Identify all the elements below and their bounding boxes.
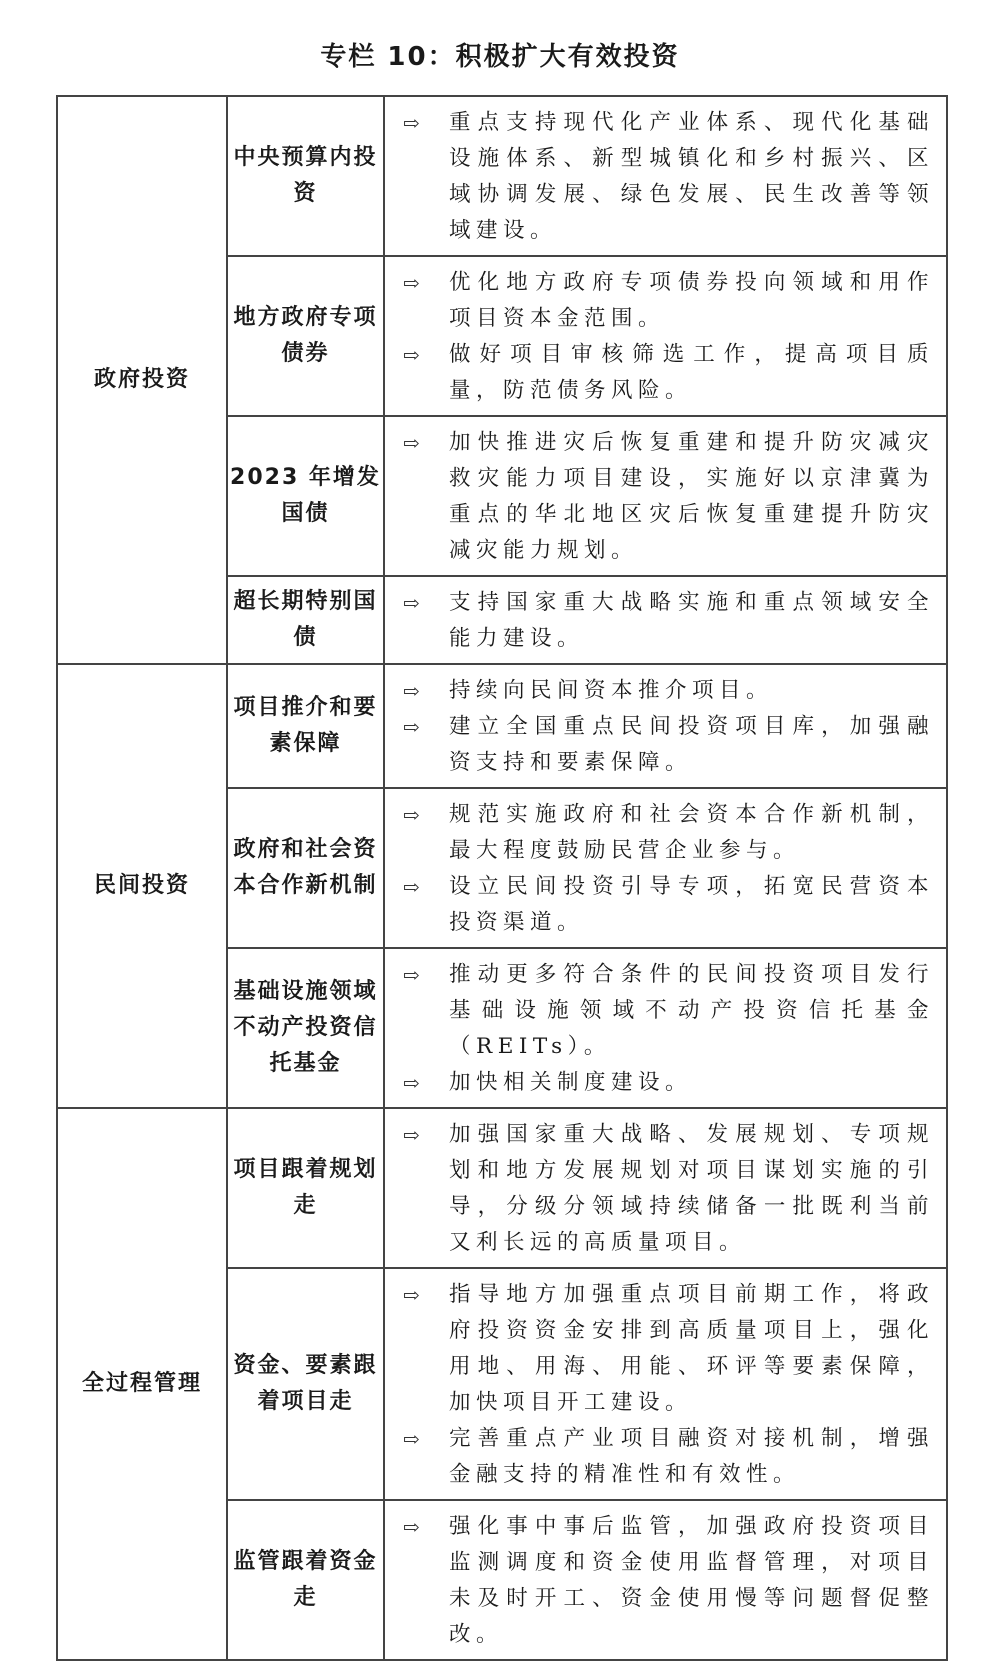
hollow-right-arrow-icon: ⇨ <box>403 803 426 827</box>
hollow-right-arrow-icon: ⇨ <box>403 1283 426 1307</box>
bullet-item: ⇨ 重点支持现代化产业体系、现代化基础设施体系、新型城镇化和乡村振兴、区域协调发展、绿色发展、民生改善等领域建设。 <box>403 105 934 249</box>
bullet-item: ⇨ 指导地方加强重点项目前期工作，将政府投资资金安排到高质量项目上，强化用地、用海、用能、环评等要素保障，加快项目开工建设。 <box>403 1277 934 1421</box>
item-cell: 项目推介和要素保障 <box>227 664 384 788</box>
hollow-right-arrow-icon: ⇨ <box>403 1071 426 1095</box>
hollow-right-arrow-icon: ⇨ <box>403 715 426 739</box>
bullet-item: ⇨ 强化事中事后监管，加强政府投资项目监测调度和资金使用监督管理，对项目未及时开工、资金使用慢等问题督促整改。 <box>403 1509 934 1653</box>
hollow-right-arrow-icon: ⇨ <box>403 679 426 703</box>
bullet-item: ⇨ 设立民间投资引导专项，拓宽民营资本投资渠道。 <box>403 869 934 941</box>
bullet-item: ⇨ 加强国家重大战略、发展规划、专项规划和地方发展规划对项目谋划实施的引导，分级分领域持续储备一批既利当前又利长远的高质量项目。 <box>403 1117 934 1261</box>
bullet-cell <box>384 576 947 664</box>
bullet-item: ⇨ 支持国家重大战略实施和重点领域安全能力建设。 <box>403 585 934 657</box>
bullet-item: ⇨ 做好项目审核筛选工作，提高项目质量，防范债务风险。 <box>403 337 934 409</box>
item-cell: 项目跟着规划走 <box>227 1108 384 1268</box>
bullet-item: ⇨ 加快推进灾后恢复重建和提升防灾减灾救灾能力项目建设，实施好以京津冀为重点的华北地区灾后恢复重建提升防灾减灾能力规划。 <box>403 425 934 569</box>
hollow-right-arrow-icon: ⇨ <box>403 343 426 367</box>
bullet-item: ⇨ 持续向民间资本推介项目。 <box>403 673 934 709</box>
item-cell: 地方政府专项债券 <box>227 256 384 416</box>
table-row <box>57 1108 947 1268</box>
item-cell: 监管跟着资金走 <box>227 1500 384 1660</box>
item-cell: 政府和社会资本合作新机制 <box>227 788 384 948</box>
bullet-cell <box>384 416 947 576</box>
hollow-right-arrow-icon: ⇨ <box>403 1515 426 1539</box>
bullet-cell <box>384 664 947 788</box>
hollow-right-arrow-icon: ⇨ <box>403 875 426 899</box>
page-title: 专栏 10：积极扩大有效投资 <box>320 42 680 72</box>
hollow-right-arrow-icon: ⇨ <box>403 1123 426 1147</box>
investment-table <box>56 95 948 1661</box>
bullet-cell <box>384 788 947 948</box>
item-cell: 基础设施领域不动产投资信托基金 <box>227 948 384 1108</box>
bullet-item: ⇨ 推动更多符合条件的民间投资项目发行基础设施领域不动产投资信托基金（REITs）。 <box>403 957 934 1065</box>
hollow-right-arrow-icon: ⇨ <box>403 1427 426 1451</box>
bullet-cell <box>384 1268 947 1500</box>
bullet-item: ⇨ 优化地方政府专项债券投向领域和用作项目资本金范围。 <box>403 265 934 337</box>
bullet-item: ⇨ 建立全国重点民间投资项目库，加强融资支持和要素保障。 <box>403 709 934 781</box>
table-row <box>57 664 947 788</box>
item-cell: 超长期特别国债 <box>227 576 384 664</box>
bullet-cell <box>384 1500 947 1660</box>
bullet-cell <box>384 948 947 1108</box>
item-cell: 2023 年增发国债 <box>227 416 384 576</box>
bullet-item: ⇨ 完善重点产业项目融资对接机制，增强金融支持的精准性和有效性。 <box>403 1421 934 1493</box>
item-cell: 中央预算内投资 <box>227 96 384 256</box>
bullet-item: ⇨ 规范实施政府和社会资本合作新机制，最大程度鼓励民营企业参与。 <box>403 797 934 869</box>
group-cell: 民间投资 <box>57 664 227 1108</box>
hollow-right-arrow-icon: ⇨ <box>403 111 426 135</box>
bullet-cell <box>384 256 947 416</box>
bullet-cell <box>384 96 947 256</box>
hollow-right-arrow-icon: ⇨ <box>403 963 426 987</box>
group-cell: 政府投资 <box>57 96 227 664</box>
hollow-right-arrow-icon: ⇨ <box>403 591 426 615</box>
bullet-cell <box>384 1108 947 1268</box>
bullet-item: ⇨ 加快相关制度建设。 <box>403 1065 934 1101</box>
hollow-right-arrow-icon: ⇨ <box>403 431 426 455</box>
table-row <box>57 96 947 256</box>
group-cell: 全过程管理 <box>57 1108 227 1660</box>
item-cell: 资金、要素跟着项目走 <box>227 1268 384 1500</box>
hollow-right-arrow-icon: ⇨ <box>403 271 426 295</box>
